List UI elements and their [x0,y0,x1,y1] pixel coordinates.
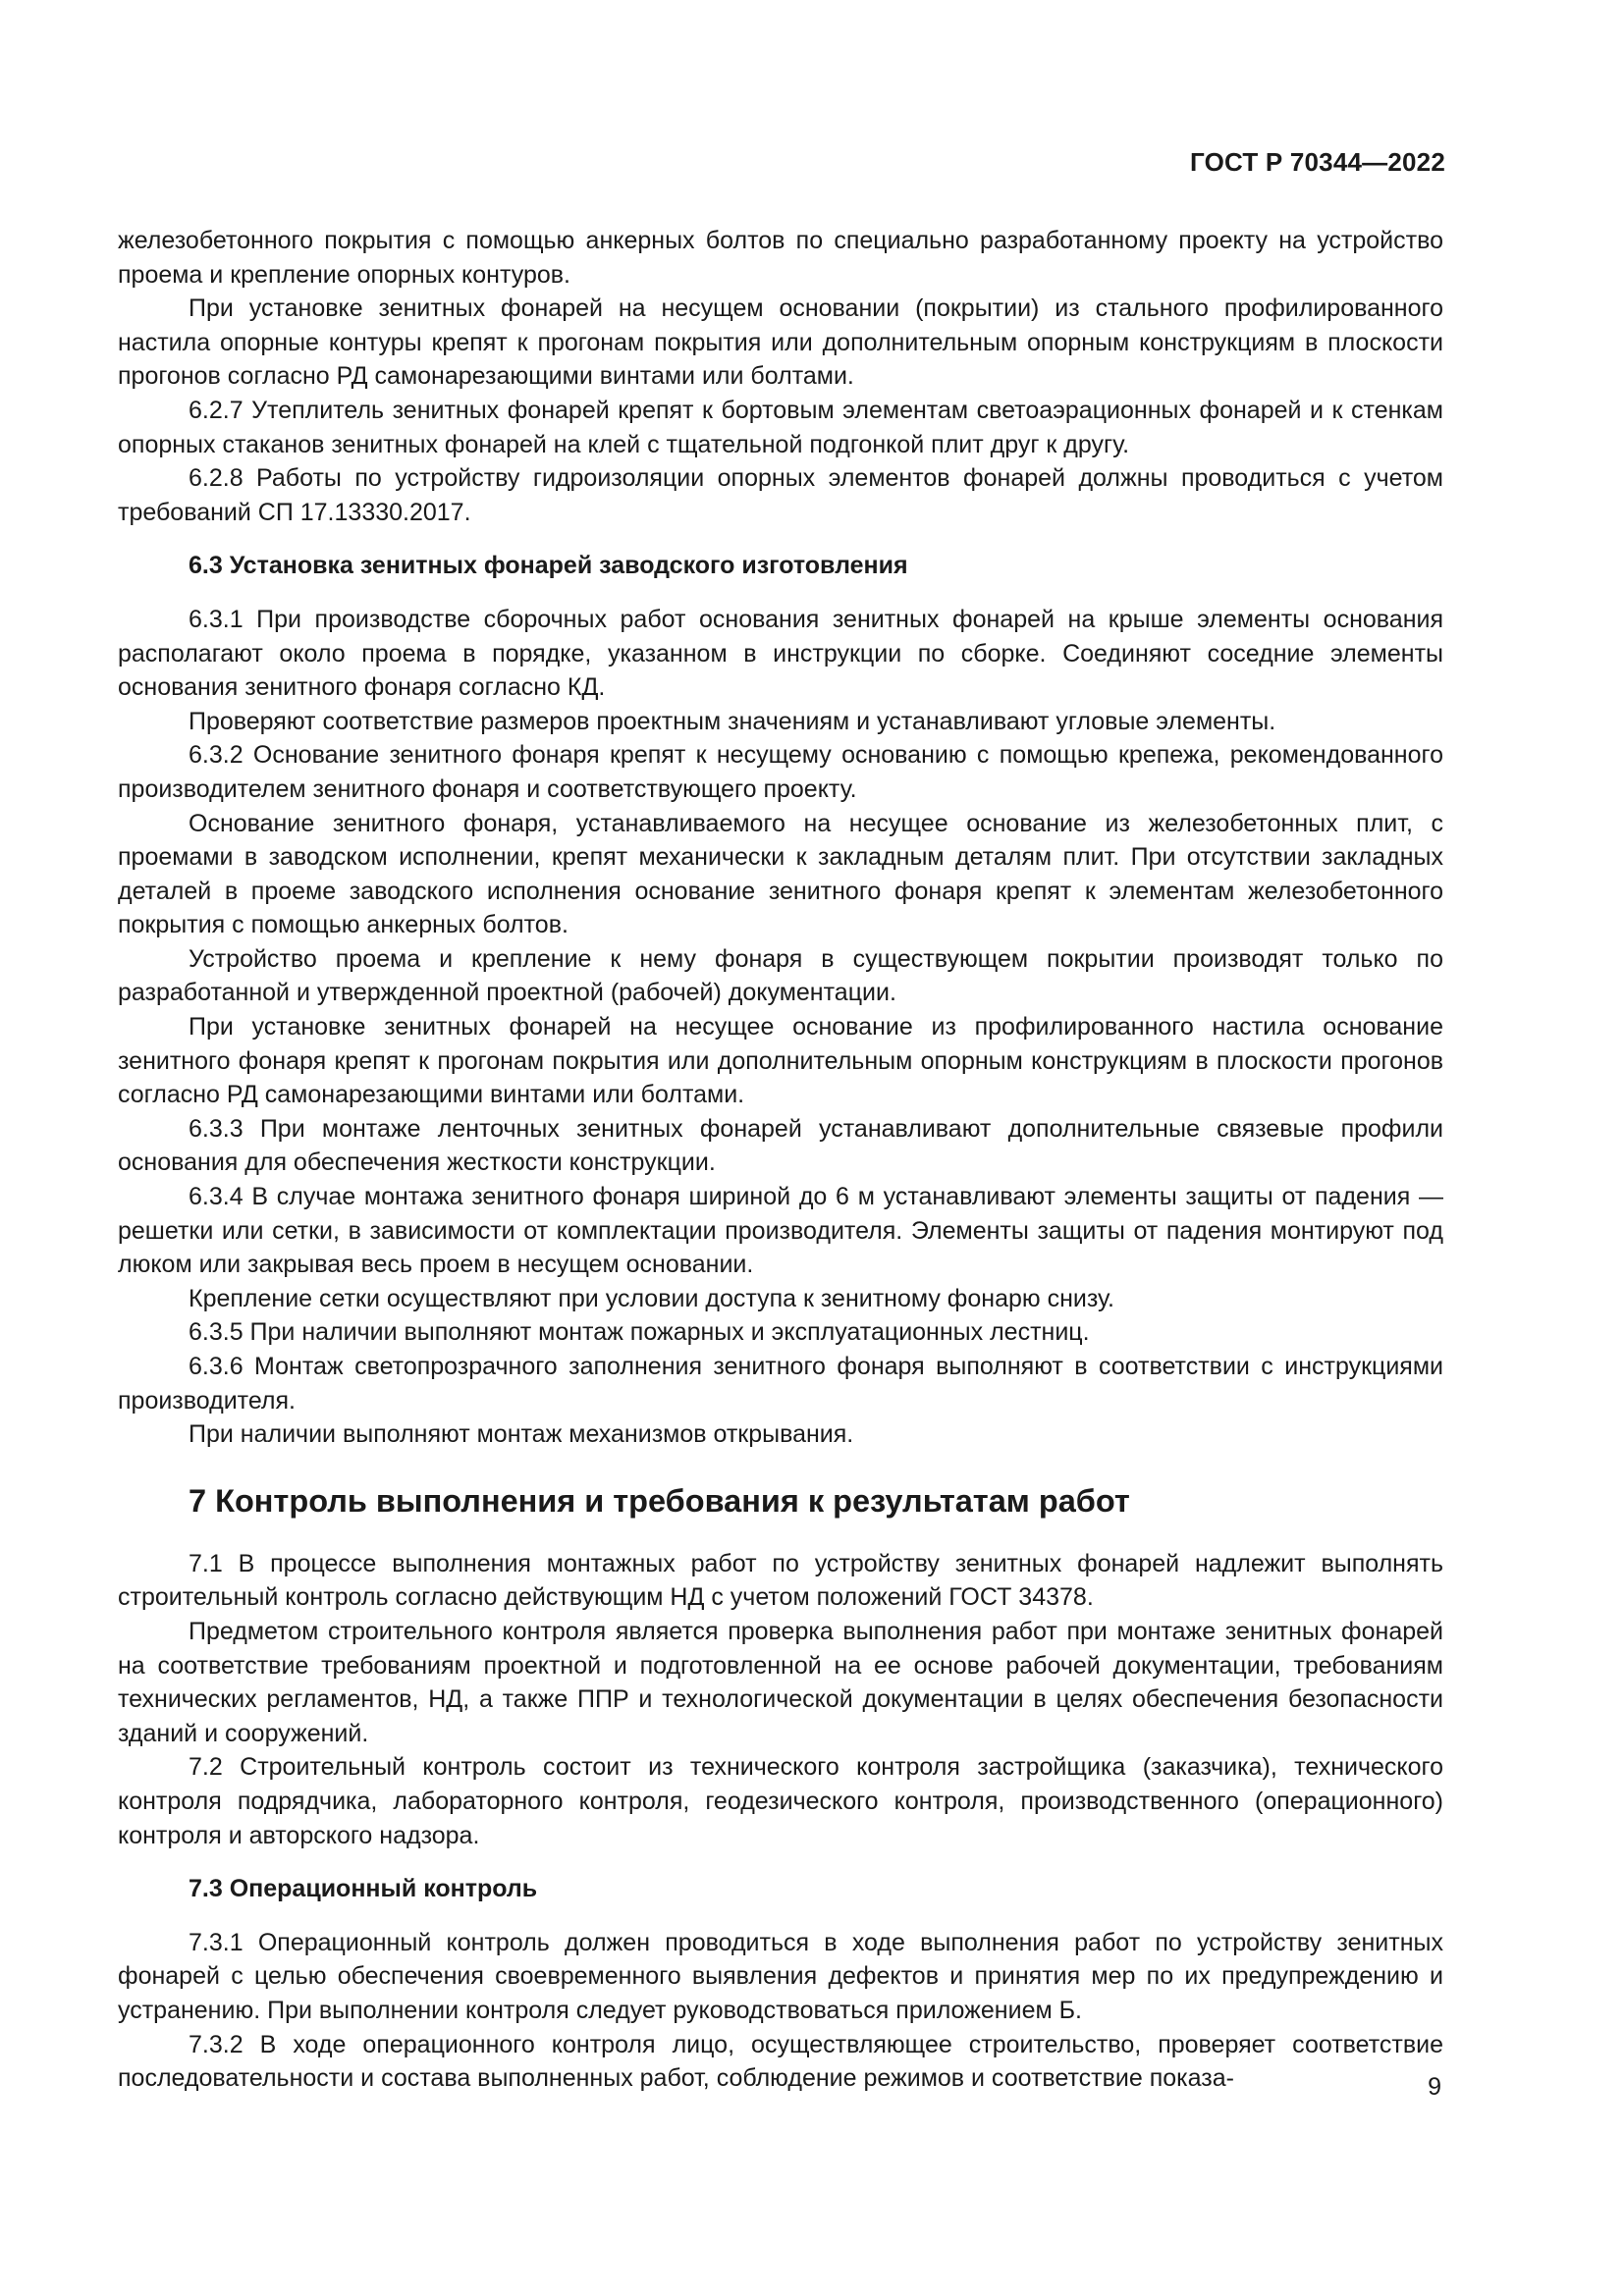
document-body [118,224,1443,2096]
paragraph: Устройство проема и крепление к нему фонаря в существующем покрытии производят только по разработанной и утвержденной проектной (рабочей) документации. [118,944,1443,1007]
paragraph: Предметом строительного контроля является проверка выполнения работ при монтаже зенитных фонарей на соответствие требованиям проектной и подготовленной на ее основе рабочей документации, требованиям технических регламентов, НД, а также ППР и технологической документации в целях обеспечения безопасности зданий и сооружений. [118,1617,1443,1747]
paragraph-7-2: 7.2 Строительный контроль состоит из технического контроля застройщика (заказчика), технического контроля подрядчика, лабораторного контроля, геодезического контроля, производственного (операционного) контроля и авторского надзора. [118,1753,1443,1849]
paragraph-6-2-8: 6.2.8 Работы по устройству гидроизоляции опорных элементов фонарей должны проводиться с учетом требований СП 17.13330.2017. [118,464,1443,526]
section-heading-6-3: 6.3 Установка зенитных фонарей заводского изготовления [189,552,908,580]
section-heading-7-3: 7.3 Операционный контроль [189,1875,538,1903]
paragraph-6-3-4: 6.3.4 В случае монтажа зенитного фонаря шириной до 6 м устанавливают элементы защиты от падения — решетки или сетки, в зависимости от комплектации производителя. Элементы защиты от падения монтируют под люком или закрывая весь проем в несущем основании. [118,1183,1443,1279]
page-number: 9 [1428,2073,1441,2101]
paragraph: Проверяют соответствие размеров проектным значениям и устанавливают угловые элементы. [189,707,1276,735]
paragraph-6-3-5: 6.3.5 При наличии выполняют монтаж пожарных и эксплуатационных лестниц. [189,1318,1090,1347]
paragraph: Крепление сетки осуществляют при условии доступа к зенитному фонарю снизу. [189,1284,1114,1312]
paragraph-6-3-1: 6.3.1 При производстве сборочных работ основания зенитных фонарей на крыше элементы основания располагают около проема в порядке, указанном в инструкции по сборке. Соединяют соседние элементы основания зенитного фонаря согласно КД. [118,605,1443,702]
paragraph-7-3-1: 7.3.1 Операционный контроль должен проводиться в ходе выполнения работ по устройству зенитных фонарей с целью обеспечения своевременного выявления дефектов и принятия мер по их предупреждению и устранению. При выполнении контроля следует руководствоваться приложением Б. [118,1928,1443,2024]
paragraph: При установке зенитных фонарей на несущем основании (покрытии) из стального профилированного настила опорные контуры крепят к прогонам покрытия или дополнительным опорным конструкциям в плоскости прогонов согласно РД самонарезающими винтами или болтами. [118,294,1443,391]
standard-code-header: ГОСТ Р 70344—2022 [1190,147,1445,177]
paragraph: При установке зенитных фонарей на несущее основание из профилированного настила основание зенитного фонаря крепят к прогонам покрытия или дополнительным опорным конструкциям в плоскости прогонов согласно РД самонарезающими винтами или болтами. [118,1013,1443,1109]
paragraph-6-3-2: 6.3.2 Основание зенитного фонаря крепят к несущему основанию с помощью крепежа, рекомендованного производителем зенитного фонаря и соответствующего проекту. [118,741,1443,803]
paragraph-7-3-2: 7.3.2 В ходе операционного контроля лицо, осуществляющее строительство, проверяет соответствие последовательности и состава выполненных работ, соблюдение режимов и соответствие показа- [118,2030,1443,2093]
paragraph-6-3-6: 6.3.6 Монтаж светопрозрачного заполнения зенитного фонаря выполняют в соответствии с инструкциями производителя. [118,1353,1443,1415]
paragraph-7-1: 7.1 В процессе выполнения монтажных работ по устройству зенитных фонарей надлежит выполнять строительный контроль согласно действующим НД с учетом положений ГОСТ 34378. [118,1549,1443,1612]
paragraph: При наличии выполняют монтаж механизмов открывания. [189,1420,854,1449]
paragraph: Основание зенитного фонаря, устанавливаемого на несущее основание из железобетонных плит, с проемами в заводском исполнении, крепят механически к закладным деталям плит. При отсутствии закладных деталей в проеме заводского исполнения основание зенитного фонаря крепят к элементам железобетонного покрытия с помощью анкерных болтов. [118,809,1443,939]
chapter-heading-7: 7 Контроль выполнения и требования к результатам работ [189,1482,1130,1519]
paragraph-6-3-3: 6.3.3 При монтаже ленточных зенитных фонарей устанавливают дополнительные связевые профили основания для обеспечения жесткости конструкции. [118,1114,1443,1177]
paragraph-6-2-7: 6.2.7 Утеплитель зенитных фонарей крепят к бортовым элементам светоаэрационных фонарей и к стенкам опорных стаканов зенитных фонарей на клей с тщательной подгонкой плит друг к другу. [118,396,1443,458]
paragraph: железобетонного покрытия с помощью анкерных болтов по специально разработанному проекту на устройство проема и крепление опорных контуров. [118,227,1443,289]
